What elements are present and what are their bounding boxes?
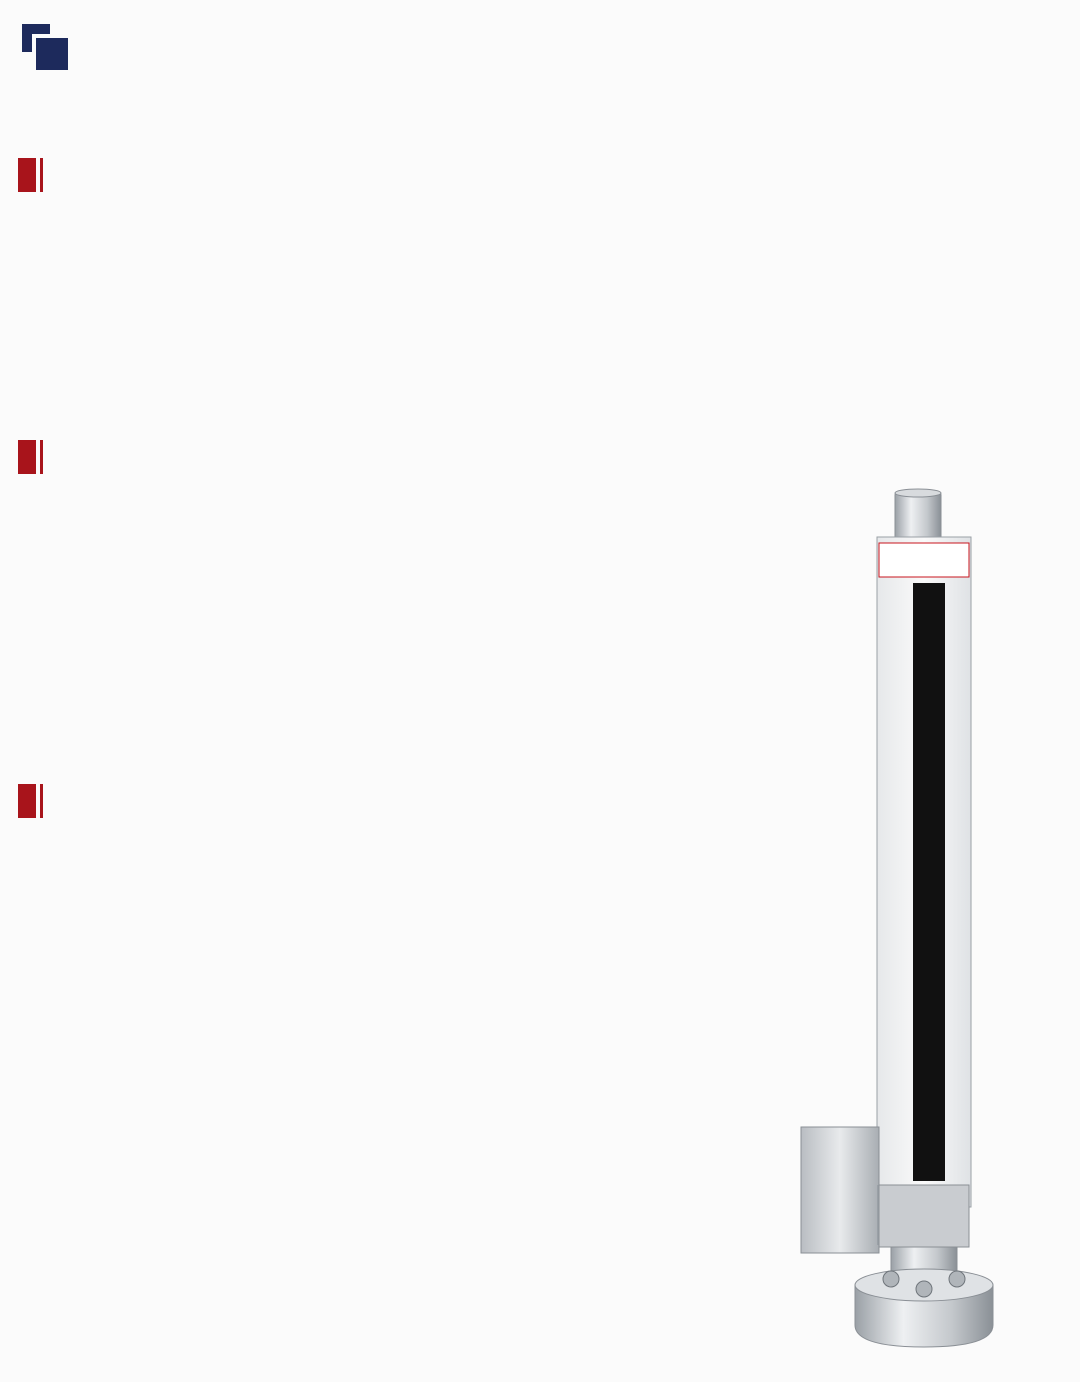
gauge-lower-plate: [879, 1185, 969, 1247]
section-heading-features: [18, 440, 36, 474]
gauge-label-plate: [879, 543, 969, 577]
gauge-top-cap: [895, 491, 941, 541]
display-strip: [913, 583, 945, 1181]
section-heading-specs: [18, 784, 36, 818]
section-heading-overview: [18, 158, 36, 192]
level-gauge-product-image: [795, 485, 1010, 1355]
logo-mark-icon: [22, 24, 68, 70]
junction-box: [801, 1127, 879, 1253]
